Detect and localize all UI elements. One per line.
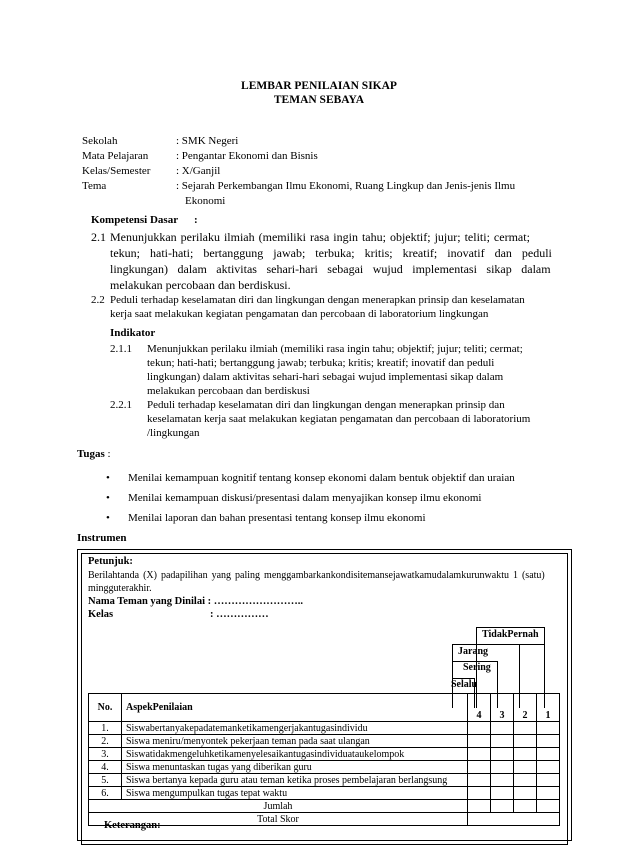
info-label: Mata Pelajaran bbox=[82, 150, 149, 162]
nama-teman-label: Nama Teman yang Dinilai : …………………….. bbox=[88, 596, 303, 607]
tugas-item-text: Menilai kemampuan kognitif tentang konsep ekonomi dalam bentuk objektif dan uraian bbox=[128, 472, 515, 484]
scale-label: TidakPernah bbox=[482, 629, 539, 640]
score-cell[interactable] bbox=[491, 748, 514, 761]
info-label: Sekolah bbox=[82, 135, 118, 147]
score-cell[interactable] bbox=[491, 761, 514, 774]
row-aspek: Siswa menuntaskan tugas yang diberikan guru bbox=[122, 761, 468, 774]
tugas-item-text: Menilai laporan dan bahan presentasi tentang konsep ilmu ekonomi bbox=[128, 512, 426, 524]
kelas-label: Kelas bbox=[88, 609, 114, 620]
row-aspek: Siswa meniru/menyontek pekerjaan teman pada saat ulangan bbox=[122, 735, 468, 748]
table-jumlah-row bbox=[89, 800, 560, 813]
table-row bbox=[89, 761, 560, 774]
row-no: 6. bbox=[89, 787, 122, 800]
bullet-icon: • bbox=[106, 472, 110, 484]
score-cell[interactable] bbox=[468, 800, 491, 813]
indikator-number: 2.1.1 bbox=[110, 343, 132, 355]
page-title: LEMBAR PENILAIAN SIKAP bbox=[241, 80, 397, 92]
kd-number: 2.2 bbox=[91, 294, 105, 306]
score-cell[interactable] bbox=[491, 787, 514, 800]
kd-colon: : bbox=[194, 214, 198, 226]
score-cell[interactable] bbox=[537, 722, 560, 735]
indikator-text-line: /lingkungan bbox=[147, 427, 200, 439]
instrument-inner-box bbox=[81, 553, 568, 845]
scale-sering-label: Sering bbox=[463, 662, 491, 673]
info-label: Kelas/Semester bbox=[82, 165, 151, 177]
score-cell[interactable] bbox=[514, 800, 537, 813]
score-cell[interactable] bbox=[514, 761, 537, 774]
indikator-text-line: Menunjukkan perilaku ilmiah (memiliki rasa ingin tahu; objektif; jujur; teliti; cermat; bbox=[147, 343, 523, 355]
header-score: 1 bbox=[537, 694, 560, 722]
row-no: 1. bbox=[89, 722, 122, 735]
table-row bbox=[89, 722, 560, 735]
score-cell[interactable] bbox=[468, 748, 491, 761]
bullet-icon: • bbox=[106, 492, 110, 504]
score-cell[interactable] bbox=[537, 748, 560, 761]
indikator-text-line: melakukan percobaan dan berdiskusi bbox=[147, 385, 310, 397]
score-cell[interactable] bbox=[537, 774, 560, 787]
row-aspek: Siswa bertanya kepada guru atau teman ketika proses pembelajaran berlangsung bbox=[122, 774, 468, 787]
score-cell[interactable] bbox=[514, 735, 537, 748]
tugas-item-text: Menilai kemampuan diskusi/presentasi dalam menyajikan konsep ilmu ekonomi bbox=[128, 492, 482, 504]
kd-text-line: tekun; hati-hati; bertanggung jawab; terbuka; kritis; kreatif; inovatif dan peduli bbox=[110, 246, 552, 260]
petunjuk-text: mingguterakhir. bbox=[88, 583, 152, 594]
score-cell[interactable] bbox=[514, 774, 537, 787]
indikator-number: 2.2.1 bbox=[110, 399, 132, 411]
table-header-row bbox=[89, 694, 560, 722]
score-cell[interactable] bbox=[537, 761, 560, 774]
score-cell[interactable] bbox=[468, 787, 491, 800]
indikator-heading: Indikator bbox=[110, 327, 156, 339]
tugas-colon: : bbox=[104, 448, 111, 460]
tugas-heading-row bbox=[77, 448, 111, 460]
row-no: 5. bbox=[89, 774, 122, 787]
page-subtitle: TEMAN SEBAYA bbox=[273, 94, 365, 106]
row-aspek: Siswatidakmengeluhketikamenyelesaikantugasindividuataukelompok bbox=[122, 748, 468, 761]
info-value: : SMK Negeri bbox=[176, 135, 239, 147]
table-row bbox=[89, 735, 560, 748]
row-no: 4. bbox=[89, 761, 122, 774]
table-row bbox=[89, 774, 560, 787]
header-score: 3 bbox=[491, 694, 514, 722]
info-value: : X/Ganjil bbox=[176, 165, 221, 177]
indikator-text-line: lingkungan) dalam aktivitas sehari-hari sebagai wujud implementasi sikap dalam bbox=[147, 371, 504, 383]
scale-selalu-label: Selalu bbox=[451, 679, 478, 690]
info-value: : Sejarah Perkembangan Ilmu Ekonomi, Ruang Lingkup dan Jenis-jenis Ilmu bbox=[176, 180, 516, 192]
header-no: No. bbox=[89, 694, 122, 722]
table-row bbox=[89, 787, 560, 800]
total-cell[interactable] bbox=[468, 813, 560, 826]
tugas-list bbox=[106, 470, 515, 530]
kd-text-line: kerja saat melakukan kegiatan pengamatan dan percobaan di laboratorium lingkungan bbox=[110, 308, 489, 320]
tugas-heading: Tugas bbox=[77, 448, 105, 460]
score-cell[interactable] bbox=[537, 735, 560, 748]
petunjuk-text: Berilahtanda (X) padapilihan yang paling menggambarkankondisitemansejawatkamudalamkurunwaktu 1 (satu) bbox=[88, 570, 545, 581]
bullet-icon: • bbox=[106, 512, 110, 524]
header-score: 2 bbox=[514, 694, 537, 722]
score-cell[interactable] bbox=[491, 800, 514, 813]
kd-text-line: Menunjukkan perilaku ilmiah (memiliki rasa ingin tahu; objektif; jujur; teliti; cermat; bbox=[110, 230, 530, 244]
instrument-box bbox=[77, 549, 572, 841]
keterangan-heading: Keterangan: bbox=[104, 820, 161, 831]
row-no: 3. bbox=[89, 748, 122, 761]
score-cell[interactable] bbox=[514, 722, 537, 735]
header-aspek: AspekPenilaian bbox=[122, 694, 468, 722]
score-cell[interactable] bbox=[468, 774, 491, 787]
row-aspek: Siswabertanyakepadatemanketikamengerjakantugasindividu bbox=[122, 722, 468, 735]
petunjuk-heading: Petunjuk: bbox=[88, 556, 133, 567]
list-item bbox=[106, 490, 515, 510]
kd-text-line: Peduli terhadap keselamatan diri dan lingkungan dengan menerapkan prinsip dan keselamatan bbox=[110, 294, 525, 306]
row-no: 2. bbox=[89, 735, 122, 748]
indikator-text-line: tekun; hati-hati; bertanggung jawab; terbuka; kritis; kreatif; inovatif dan peduli bbox=[147, 357, 495, 369]
score-cell[interactable] bbox=[537, 800, 560, 813]
kd-text-line: melakukan percobaan dan berdiskusi. bbox=[110, 278, 291, 292]
kd-number: 2.1 bbox=[91, 230, 106, 244]
score-cell[interactable] bbox=[468, 761, 491, 774]
instrumen-heading: Instrumen bbox=[77, 532, 127, 544]
info-value: : Pengantar Ekonomi dan Bisnis bbox=[176, 150, 318, 162]
list-item bbox=[106, 510, 515, 530]
assessment-table bbox=[88, 693, 560, 826]
table-row bbox=[89, 748, 560, 761]
indikator-text-line: Peduli terhadap keselamatan diri dan lingkungan dengan menerapkan prinsip dan bbox=[147, 399, 505, 411]
score-cell[interactable] bbox=[491, 735, 514, 748]
kelas-value: : …………… bbox=[210, 609, 269, 620]
list-item bbox=[106, 470, 515, 490]
row-aspek: Siswa mengumpulkan tugas tepat waktu bbox=[122, 787, 468, 800]
info-label: Tema bbox=[82, 180, 107, 192]
score-cell[interactable] bbox=[514, 787, 537, 800]
score-cell[interactable] bbox=[514, 748, 537, 761]
score-cell[interactable] bbox=[537, 787, 560, 800]
jumlah-label: Jumlah bbox=[89, 800, 468, 813]
info-value-continued: Ekonomi bbox=[185, 195, 226, 207]
score-cell[interactable] bbox=[468, 735, 491, 748]
indikator-text-line: keselamatan kerja saat melakukan kegiatan pengamatan dan percobaan di laboratorium bbox=[147, 413, 531, 425]
score-cell[interactable] bbox=[468, 722, 491, 735]
score-cell[interactable] bbox=[491, 774, 514, 787]
kd-heading: Kompetensi Dasar bbox=[91, 214, 179, 226]
score-cell[interactable] bbox=[491, 722, 514, 735]
total-label: Total Skor bbox=[89, 813, 468, 826]
header-score: 4 bbox=[468, 694, 491, 722]
kd-text-line: lingkungan) dalam aktivitas sehari-hari sebagai wujud implementasi sikap dalam bbox=[110, 262, 551, 276]
scale-label: Jarang bbox=[458, 646, 488, 657]
